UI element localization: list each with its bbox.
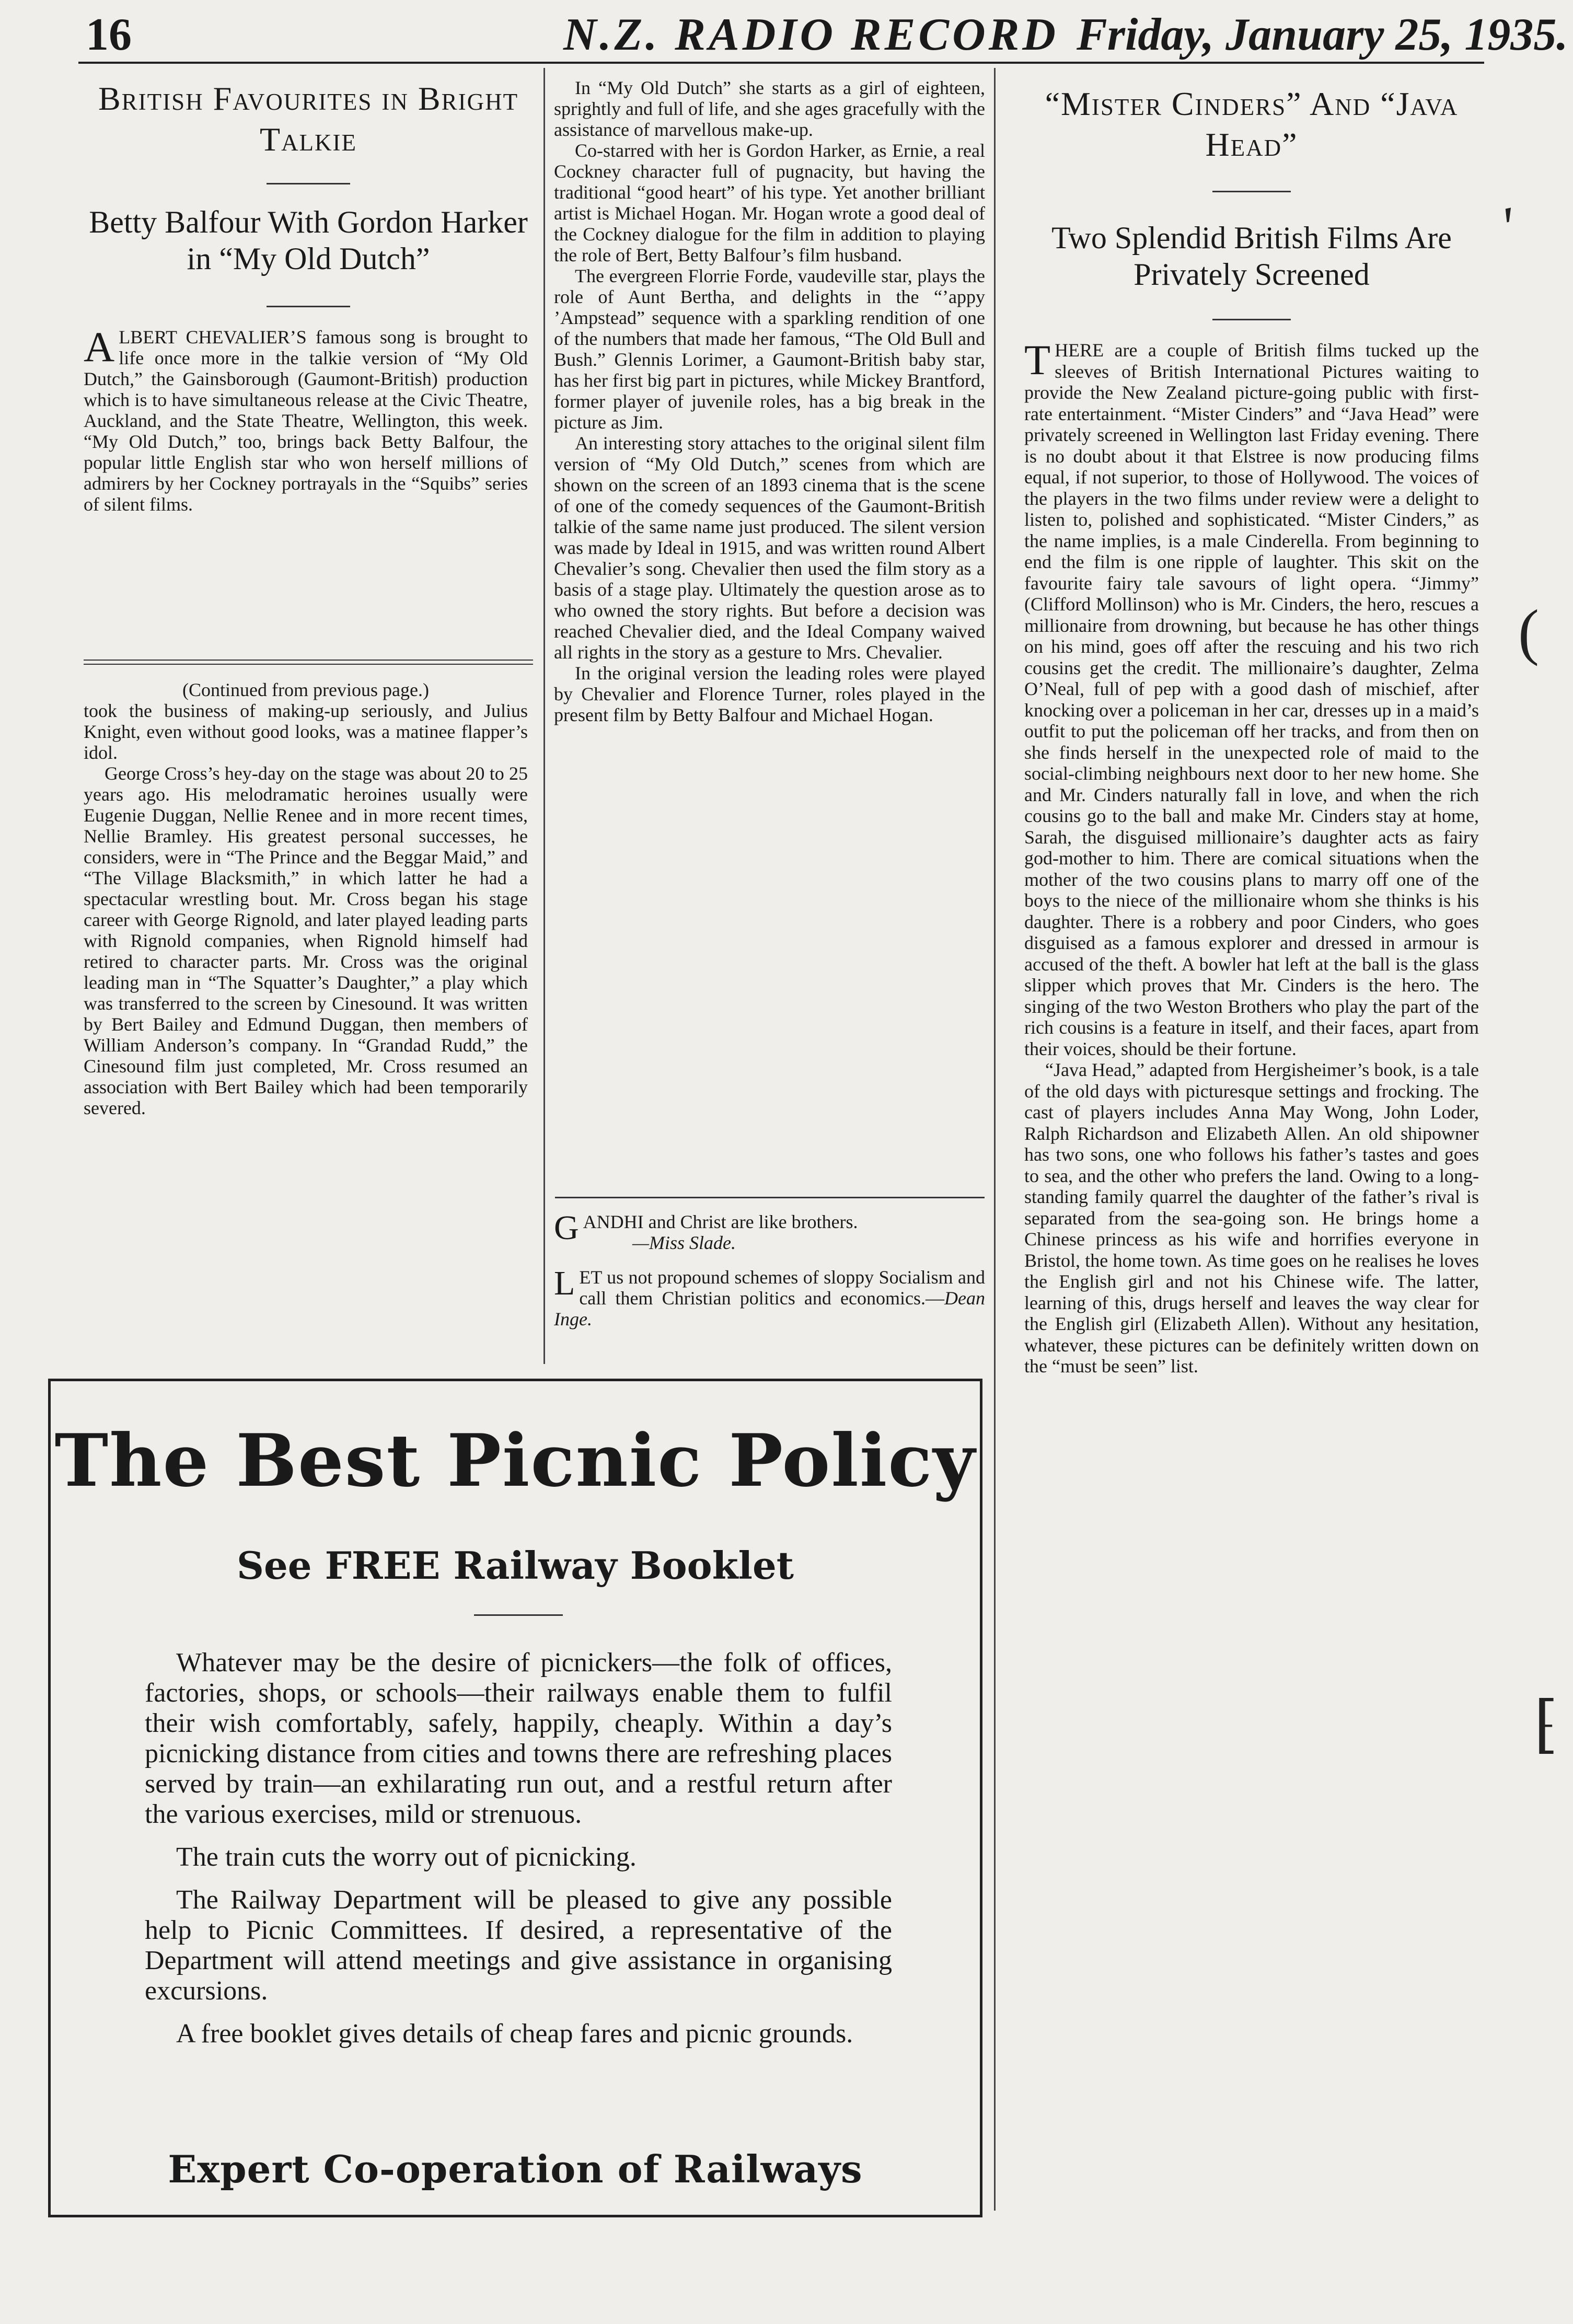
ad-paragraph-2: The train cuts the worry out of picnicking. (176, 1842, 637, 1872)
article1-subhead: Betty Balfour With Gordon Harker in “My Old Dutch” (89, 205, 528, 276)
article1-headline-rule (267, 183, 350, 184)
ad-footer: Expert Co-operation of Railways (168, 2147, 863, 2191)
continued-paragraph-1: took the business of making-up seriously, and Julius Knight, even without good looks, was a matinee flapper’s idol. (84, 700, 528, 763)
quote-inge-credit: Dean Inge. (554, 1288, 985, 1329)
ad-paragraph-4: A free booklet gives details of cheap fares and picnic grounds. (176, 2019, 853, 2049)
article2-subhead: Two Splendid British Films Are Privately Screened (1051, 221, 1452, 292)
ad-paragraph-3: The Railway Department will be pleased to give any possible help to Picnic Committees. If desired, a representative of the Department will attend meetings and give assistance in organising excursions. (145, 1885, 892, 2006)
article2-paragraph-1: HERE are a couple of British films tucked up the sleeves of British International Pictures waiting to provide the New Zealand picture-going public with first-rate entertainment. “Mister Cinders” and “Java Head” were privately screened in Wellington last Friday evening. There is no doubt about it that Elstree is now producing films equal, if not superior, to those of Hollywood. The voices of the players in the two films under review were a delight to listen to, polished and sophisticated. “Mister Cinders,” as the name implies, is a male Cinderella. From beginning to end the film is one ripple of laughter. This skit on the favourite fairy tale savours of light opera. “Jimmy” (Clifford Mollinson) who is Mr. Cinders, the hero, rescues a millionaire from drowning, but because he has other things on his mind, goes off after the rescuing and his two rich cousins get the credit. The millionaire’s daughter, Zelma O’Neal, full of pep with a good dash of mischief, after knocking over a policeman in her car, dresses up in a maid’s outfit to put the policeman off her tracks, and from then on she finds herself in the unexpected role of maid to the social-climbing neighbours next door to her new home. She and Mr. Cinders naturally fall in love, and when the rich cousins go to the ball and make Mr. Cinders stay at home, Sarah, the disguised millionaire’s daughter acts as fairy god-mother to him. There are comical situations when the mother of the two cousins plans to marry off one of the boys to the niece of the millionaire whom she thinks is his daughter. There is a robbery and poor Cinders, who goes disguised as a famous explorer and dressed in armour is accused of the theft. A bowler hat left at the ball is the glass slipper which proves that Mr. Cinders is the hero. The singing of the two Weston Brothers who play the part of the rich cousins is a feature in itself, and their faces, apart from their voices, should be their fortune. (1024, 340, 1479, 1059)
article1-dropcap: A (84, 323, 115, 371)
article1-paragraph-5: An interesting story attaches to the original silent film version of “My Old Dutch,” scenes from which are shown on the screen of an 1893 cinema that is the scene of one of the comedy sequences of the Gaumont-British talkie of the same name just produced. The silent version was made by Ideal in 1915, and was written round Albert Chevalier’s song. Chevalier then used the film story as a basis of a stage play. Ultimately the question arose as to who owned the story rights. But before a decision was reached Chevalier died, and the Ideal Company waived all rights in the story as a gesture to Mrs. Chevalier. (554, 433, 985, 663)
article1-lead (84, 323, 528, 515)
column-divider-left (543, 68, 545, 1364)
article2-body (1024, 336, 1479, 1377)
page-number: 16 (86, 9, 132, 60)
article1-paragraph-3: Co-starred with her is Gordon Harker, as Ernie, a real Cockney character full of pugnacity, but having the traditional “good heart” of his type. Yet another brilliant artist is Michael Hogan. Mr. Hogan wrote a good deal of the Cockney dialogue for the film in addition to playing the role of Bert, Betty Balfour’s film husband. (554, 140, 985, 265)
quotes-block (554, 1211, 985, 1329)
article2-headline: “Mister Cinders” And “Java Head” (1045, 85, 1459, 163)
continued-label: (Continued from previous page.) (182, 679, 429, 700)
issue-date: Friday, January 25, 1935. (1077, 9, 1568, 60)
quote-gandhi-credit: —Miss Slade. (632, 1232, 736, 1253)
column2-rule (555, 1197, 985, 1198)
quote-gandhi-cap: G (554, 1209, 579, 1247)
article2-paragraph-2: “Java Head,” adapted from Hergisheimer’s book, is a tale of the old days with picturesque settings and frocking. The cast of players includes Anna May Wong, John Loder, Ralph Richardson and Elizabeth Allen. An old shipowner has two sons, one who follows his father’s tastes and goes to sea, and the other who prefers the land. Owing to a long-standing family quarrel the daughter of the father’s rival is separated from the sea-going son. He brings home a Chinese princess as his wife and horrifies everyone in Bristol, the home town. As time goes on he realises he loves the English girl and not his Chinese wife. The latter, learning of this, drugs herself and leaves the way clear for the English girl (Elizabeth Allen). Without any hesitation, whatever, these pictures can be definitely written down on the “must be seen” list. (1024, 1059, 1479, 1377)
quote-inge-cap: L (554, 1264, 575, 1302)
railway-advertisement (48, 1379, 982, 2217)
article1-column2 (554, 77, 985, 725)
scan-margin-mark: ( (1518, 597, 1539, 666)
article1-paragraph-2: In “My Old Dutch” she starts as a girl of eighteen, sprightly and full of life, and she ages gracefully with the assistance of marvellous make-up. (554, 77, 985, 140)
article1-paragraph-6: In the original version the leading roles were played by Chevalier and Florence Turner, roles played in the present film by Betty Balfour and Michael Hogan. (554, 663, 985, 725)
continued-paragraph-2: George Cross’s hey-day on the stage was about 20 to 25 years ago. His melodramatic heroines usually were Eugenie Duggan, Nellie Renee and in more recent times, Nellie Bramley. His greatest personal successes, he considers, were in “The Prince and the Beggar Maid,” and “The Village Blacksmith,” in which latter he had a spectacular wrestling bout. Mr. Cross began his stage career with George Rignold, and later played leading parts with Rignold companies, when Rignold himself had retired to character parts. Mr. Cross was the original leading man in “The Squatter’s Daughter,” a play which was transferred to the screen by Cinesound. It was written by Bert Bailey and Edmund Duggan, then members of William Anderson’s company. In “Grandad Rudd,” the Cinesound film just completed, Mr. Cross resumed an association with Bert Bailey which had been temporarily severed. (84, 763, 528, 1118)
ad-subtitle: See FREE Railway Booklet (236, 1543, 794, 1588)
column1-double-rule-bottom (84, 664, 533, 665)
scan-margin-mark: ⁅ (1534, 1690, 1558, 1759)
quote-inge-text: ET us not propound schemes of sloppy Socialism and call them Christian politics and economics.— (579, 1267, 985, 1309)
article2-subhead-rule (1212, 319, 1291, 320)
header-rule (78, 62, 1484, 64)
article2-dropcap: T (1024, 336, 1051, 384)
article2-headline-rule (1212, 191, 1291, 192)
article1-headline: British Favourites in Bright Talkie (98, 80, 519, 158)
quote-gandhi-text: ANDHI and Christ are like brothers. (583, 1211, 858, 1232)
masthead: N.Z. RADIO RECORD (563, 9, 1059, 60)
ad-title: The Best Picnic Policy (54, 1418, 976, 1503)
quote-inge (554, 1264, 985, 1329)
ad-rule (474, 1614, 563, 1616)
column1-double-rule-top (84, 660, 533, 661)
column-divider-right (994, 68, 996, 2211)
article1-lead-text: LBERT CHEVALIER’S famous song is brought to life once more in the talkie version of “My Old Dutch,” the Gainsborough (Gaumont-British) production which is to have simultaneous release at the Civic Theatre, Auckland, and the State Theatre, Wellington, this week. “My Old Dutch,” too, brings back Betty Balfour, the popular little English star who won herself millions of admirers by her Cockney portrayals in the “Squibs” series of silent films. (84, 327, 528, 515)
continued-story (84, 679, 528, 1118)
ad-paragraph-1: Whatever may be the desire of picnickers—the folk of offices, factories, shops, or schools—their railways enable them to fulfil their wish comfortably, safely, happily, cheaply. Within a day’s picnicking distance from cities and towns there are refreshing places served by train—an exhilarating run out, and a restful return after the various exercises, mild or strenuous. (145, 1648, 892, 1829)
ad-body (145, 1648, 892, 2062)
scan-margin-mark: ′ (1498, 193, 1524, 259)
article1-paragraph-4: The evergreen Florrie Forde, vaudeville star, plays the role of Aunt Bertha, and delights in the “’appy ’Ampstead” sequence with a sparkling rendition of one of the numbers that made her famous, “The Old Bull and Bush.” Glennis Lorimer, a Gaumont-British baby star, has her first big part in pictures, while Mickey Brantford, former player of juvenile roles, has a big break in the picture as Jim. (554, 265, 985, 433)
article1-subhead-rule (267, 306, 350, 307)
